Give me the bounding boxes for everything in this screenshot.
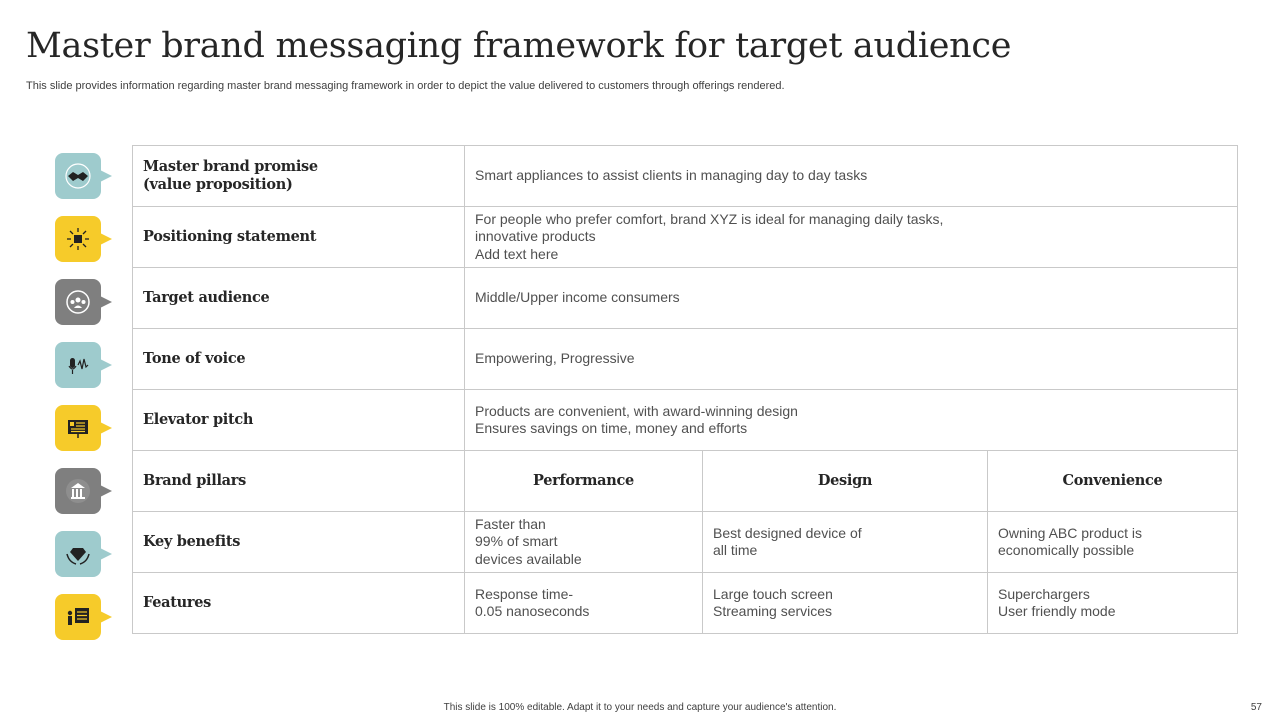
- row-value: Products are convenient, with award-winning design Ensures savings on time, money and efforts: [465, 390, 1238, 451]
- benefits-badge: [55, 531, 113, 577]
- idea-badge: [55, 216, 113, 262]
- page-number: 57: [1250, 702, 1262, 713]
- row-label: Brand pillars: [133, 451, 465, 512]
- feature-cell: Superchargers User friendly mode: [988, 573, 1238, 634]
- feature-cell: Large touch screen Streaming services: [703, 573, 988, 634]
- idea-sun-icon: [64, 225, 92, 253]
- benefit-cell: Owning ABC product is economically possible: [988, 512, 1238, 573]
- slide-title: Master brand messaging framework for target audience: [26, 26, 1012, 66]
- voice-badge: [55, 342, 113, 388]
- benefit-cell: Best designed device of all time: [703, 512, 988, 573]
- handshake-badge: [55, 153, 113, 199]
- pillar-building-icon: [64, 477, 92, 505]
- pillars-badge: [55, 468, 113, 514]
- table-row: [133, 268, 1238, 329]
- pillar-header: Performance: [465, 451, 703, 512]
- brand-framework-table: [132, 145, 1238, 634]
- checklist-person-icon: [64, 603, 92, 631]
- row-label: Elevator pitch: [133, 390, 465, 451]
- audience-badge: [55, 279, 113, 325]
- row-label: Key benefits: [133, 512, 465, 573]
- slide-subtitle: This slide provides information regarding master brand messaging framework in order to depict the value delivered to customers through offerings rendered.: [26, 80, 785, 92]
- row-value: Smart appliances to assist clients in managing day to day tasks: [465, 146, 1238, 207]
- handshake-icon: [64, 162, 92, 190]
- benefit-cell: Faster than 99% of smart devices available: [465, 512, 703, 573]
- row-label: Features: [133, 573, 465, 634]
- row-value: Empowering, Progressive: [465, 329, 1238, 390]
- row-value: For people who prefer comfort, brand XYZ is ideal for managing daily tasks, innovative products Add text here: [465, 207, 1238, 268]
- feature-cell: Response time- 0.05 nanoseconds: [465, 573, 703, 634]
- table-row: [133, 207, 1238, 268]
- row-label: Tone of voice: [133, 329, 465, 390]
- microphone-wave-icon: [64, 351, 92, 379]
- row-value: Middle/Upper income consumers: [465, 268, 1238, 329]
- row-label: Target audience: [133, 268, 465, 329]
- pillar-header: Convenience: [988, 451, 1238, 512]
- table-row: [133, 512, 1238, 573]
- slide-footer: This slide is 100% editable. Adapt it to your needs and capture your audience's attention.: [443, 702, 837, 713]
- audience-target-icon: [64, 288, 92, 316]
- table-row: [133, 451, 1238, 512]
- table-row: [133, 329, 1238, 390]
- row-label: Positioning statement: [133, 207, 465, 268]
- pillar-header: Design: [703, 451, 988, 512]
- diamond-hands-icon: [64, 540, 92, 568]
- table-row: [133, 146, 1238, 207]
- row-label: Master brand promise (value proposition): [133, 146, 465, 207]
- features-badge: [55, 594, 113, 640]
- table-row: [133, 573, 1238, 634]
- pitch-badge: [55, 405, 113, 451]
- table-row: [133, 390, 1238, 451]
- presentation-board-icon: [64, 414, 92, 442]
